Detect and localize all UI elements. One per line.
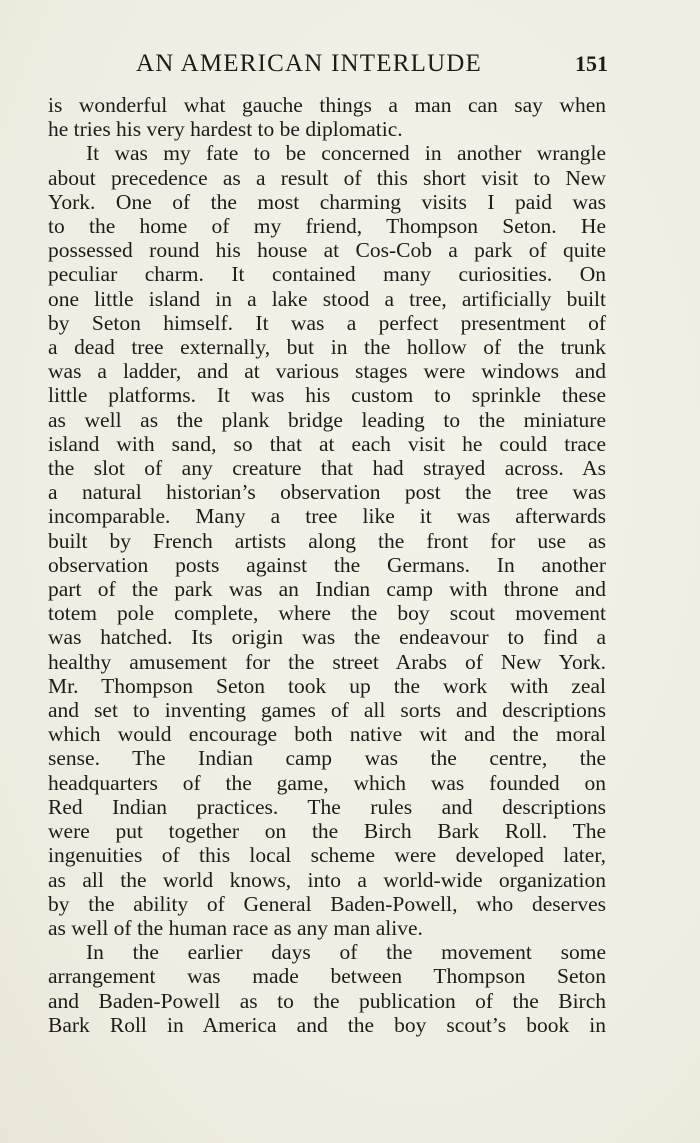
text-line: ingenuities of this local scheme were developed later, — [48, 843, 606, 868]
running-title: AN AMERICAN INTERLUDE — [136, 50, 483, 77]
text-line: In the earlier days of the movement some — [86, 940, 606, 965]
running-head — [48, 47, 612, 81]
text-line: observation posts against the Germans. In another — [48, 552, 606, 577]
text-line: and set to inventing games of all sorts and descriptions — [48, 698, 606, 723]
body-text — [48, 93, 606, 1037]
text-line: built by French artists along the front for use as — [48, 528, 606, 553]
text-line: part of the park was an Indian camp with throne and — [48, 577, 606, 602]
text-line: Mr. Thompson Seton took up the work with zeal — [48, 673, 606, 698]
text-line: peculiar charm. It contained many curiosities. On — [48, 262, 606, 287]
text-line: a dead tree externally, but in the hollow of the trunk — [48, 335, 606, 360]
text-line: one little island in a lake stood a tree, artificially built — [48, 286, 606, 311]
text-line: was a ladder, and at various stages were windows and — [48, 359, 606, 384]
text-line: was hatched. Its origin was the endeavour to find a — [48, 625, 606, 650]
paragraph — [48, 93, 606, 141]
text-line: were put together on the Birch Bark Roll. The — [48, 819, 606, 844]
text-line: York. One of the most charming visits I paid was — [48, 189, 606, 214]
text-line: island with sand, so that at each visit he could trace — [48, 431, 606, 456]
text-line: as well as the plank bridge leading to the miniature — [48, 407, 606, 432]
text-line: a natural historian’s observation post the tree was — [48, 480, 606, 505]
text-line: possessed round his house at Cos-Cob a park of quite — [48, 238, 606, 263]
text-line: is wonderful what gauche things a man can say when — [48, 93, 606, 117]
text-line: headquarters of the game, which was founded on — [48, 770, 606, 795]
text-line: he tries his very hardest to be diplomatic. — [48, 117, 403, 142]
text-line: as all the world knows, into a world-wide organization — [48, 867, 606, 892]
text-line: by the ability of General Baden-Powell, who deserves — [48, 891, 606, 916]
page-number: 151 — [575, 51, 608, 76]
text-line: to the home of my friend, Thompson Seton. He — [48, 214, 606, 239]
text-line: Red Indian practices. The rules and descriptions — [48, 794, 606, 819]
text-line: about precedence as a result of this short visit to New — [48, 165, 606, 190]
text-line: healthy amusement for the street Arabs of New York. — [48, 649, 606, 674]
text-line: arrangement was made between Thompson Seton — [48, 964, 606, 989]
text-line: incomparable. Many a tree like it was afterwards — [48, 504, 606, 529]
text-line: sense. The Indian camp was the centre, the — [48, 746, 606, 771]
text-line: little platforms. It was his custom to sprinkle these — [48, 383, 606, 408]
paragraph — [48, 141, 606, 940]
text-line: as well of the human race as any man alive. — [48, 915, 423, 940]
paragraph — [48, 940, 606, 1037]
text-line: Bark Roll in America and the boy scout’s book in — [48, 1012, 606, 1037]
text-line: and Baden-Powell as to the publication of the Birch — [48, 988, 606, 1013]
text-line: by Seton himself. It was a perfect presentment of — [48, 310, 606, 335]
text-line: totem pole complete, where the boy scout movement — [48, 601, 606, 626]
text-line: which would encourage both native wit and the moral — [48, 722, 606, 747]
text-line: It was my fate to be concerned in another wrangle — [86, 141, 606, 166]
text-line: the slot of any creature that had strayed across. As — [48, 456, 606, 481]
